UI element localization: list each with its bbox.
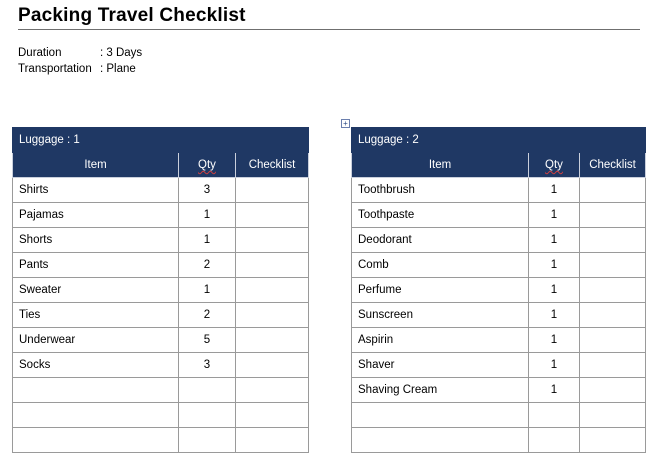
item-cell[interactable]: Sunscreen <box>352 303 529 328</box>
qty-cell[interactable]: 1 <box>529 253 580 278</box>
qty-cell[interactable]: 3 <box>179 353 236 378</box>
checklist-cell[interactable] <box>236 278 309 303</box>
table-row <box>13 303 309 328</box>
checklist-cell[interactable] <box>580 353 646 378</box>
table-row <box>352 378 646 403</box>
duration-value: : 3 Days <box>100 47 143 59</box>
title-divider <box>18 29 640 30</box>
qty-cell[interactable]: 1 <box>179 203 236 228</box>
checklist-cell[interactable] <box>580 228 646 253</box>
duration-row <box>18 47 142 59</box>
item-cell[interactable]: Socks <box>13 353 179 378</box>
checklist-cell[interactable] <box>580 428 646 453</box>
transportation-value: : Plane <box>100 63 136 75</box>
column-header-qty: Qty <box>179 153 236 178</box>
item-cell[interactable] <box>13 428 179 453</box>
item-cell[interactable]: Shirts <box>13 178 179 203</box>
qty-cell[interactable] <box>179 378 236 403</box>
item-cell[interactable]: Sweater <box>13 278 179 303</box>
table-row <box>352 328 646 353</box>
qty-cell[interactable] <box>529 428 580 453</box>
item-cell[interactable]: Ties <box>13 303 179 328</box>
checklist-cell[interactable] <box>236 253 309 278</box>
qty-cell[interactable]: 1 <box>529 378 580 403</box>
item-cell[interactable]: Pants <box>13 253 179 278</box>
item-cell[interactable]: Aspirin <box>352 328 529 353</box>
luggage-1-header <box>13 128 309 153</box>
checklist-cell[interactable] <box>236 228 309 253</box>
item-cell[interactable]: Underwear <box>13 328 179 353</box>
checklist-cell[interactable] <box>580 253 646 278</box>
table-row <box>13 178 309 203</box>
luggage-2-table <box>351 127 646 453</box>
table-row <box>352 353 646 378</box>
qty-cell[interactable] <box>179 428 236 453</box>
luggage-1-table <box>12 127 309 453</box>
column-header-row <box>352 153 646 178</box>
qty-cell[interactable]: 1 <box>529 328 580 353</box>
table-row <box>352 428 646 453</box>
luggage-2-title: Luggage : 2 <box>352 128 646 153</box>
item-cell[interactable]: Shorts <box>13 228 179 253</box>
table-row <box>352 403 646 428</box>
qty-cell[interactable]: 1 <box>529 203 580 228</box>
checklist-cell[interactable] <box>236 428 309 453</box>
checklist-cell[interactable] <box>236 378 309 403</box>
checklist-cell[interactable] <box>580 178 646 203</box>
table-row <box>13 378 309 403</box>
table-row <box>13 328 309 353</box>
table-row <box>13 428 309 453</box>
checklist-cell[interactable] <box>580 303 646 328</box>
checklist-cell[interactable] <box>580 203 646 228</box>
table-row <box>352 253 646 278</box>
qty-cell[interactable]: 1 <box>529 278 580 303</box>
table-row <box>352 228 646 253</box>
checklist-cell[interactable] <box>236 328 309 353</box>
table-row <box>352 203 646 228</box>
qty-cell[interactable]: 1 <box>529 303 580 328</box>
luggage-1-title: Luggage : 1 <box>13 128 309 153</box>
column-header-item: Item <box>352 153 529 178</box>
table-row <box>13 253 309 278</box>
checklist-cell[interactable] <box>236 203 309 228</box>
column-header-row <box>13 153 309 178</box>
qty-cell[interactable]: 1 <box>529 228 580 253</box>
table-move-handle-icon[interactable]: + <box>341 119 350 128</box>
item-cell[interactable]: Shaver <box>352 353 529 378</box>
table-row <box>13 353 309 378</box>
checklist-cell[interactable] <box>236 178 309 203</box>
item-cell[interactable]: Toothbrush <box>352 178 529 203</box>
table-row <box>13 278 309 303</box>
item-cell[interactable] <box>13 403 179 428</box>
item-cell[interactable]: Deodorant <box>352 228 529 253</box>
item-cell[interactable] <box>352 428 529 453</box>
page-title: Packing Travel Checklist <box>18 5 246 26</box>
table-row <box>352 278 646 303</box>
transportation-row <box>18 63 136 75</box>
qty-cell[interactable] <box>179 403 236 428</box>
checklist-cell[interactable] <box>580 328 646 353</box>
item-cell[interactable]: Pajamas <box>13 203 179 228</box>
luggage-2-header <box>352 128 646 153</box>
table-row <box>13 228 309 253</box>
qty-cell[interactable]: 2 <box>179 253 236 278</box>
item-cell[interactable] <box>352 403 529 428</box>
checklist-cell[interactable] <box>580 378 646 403</box>
checklist-cell[interactable] <box>236 353 309 378</box>
item-cell[interactable]: Shaving Cream <box>352 378 529 403</box>
checklist-cell[interactable] <box>580 278 646 303</box>
transportation-label: Transportation <box>18 63 92 75</box>
table-row <box>13 403 309 428</box>
qty-cell[interactable]: 2 <box>179 303 236 328</box>
duration-label: Duration <box>18 47 62 59</box>
item-cell[interactable]: Perfume <box>352 278 529 303</box>
qty-cell[interactable]: 1 <box>179 228 236 253</box>
qty-cell[interactable]: 3 <box>179 178 236 203</box>
checklist-cell[interactable] <box>236 303 309 328</box>
checklist-cell[interactable] <box>236 403 309 428</box>
item-cell[interactable]: Toothpaste <box>352 203 529 228</box>
column-header-checklist: Checklist <box>236 153 309 178</box>
column-header-checklist: Checklist <box>580 153 646 178</box>
column-header-qty: Qty <box>529 153 580 178</box>
qty-cell[interactable]: 5 <box>179 328 236 353</box>
qty-cell[interactable]: 1 <box>529 178 580 203</box>
checklist-cell[interactable] <box>580 403 646 428</box>
column-header-item: Item <box>13 153 179 178</box>
table-row <box>13 203 309 228</box>
item-cell[interactable] <box>13 378 179 403</box>
item-cell[interactable]: Comb <box>352 253 529 278</box>
table-row <box>352 178 646 203</box>
qty-cell[interactable]: 1 <box>529 353 580 378</box>
qty-cell[interactable] <box>529 403 580 428</box>
table-row <box>352 303 646 328</box>
qty-cell[interactable]: 1 <box>179 278 236 303</box>
